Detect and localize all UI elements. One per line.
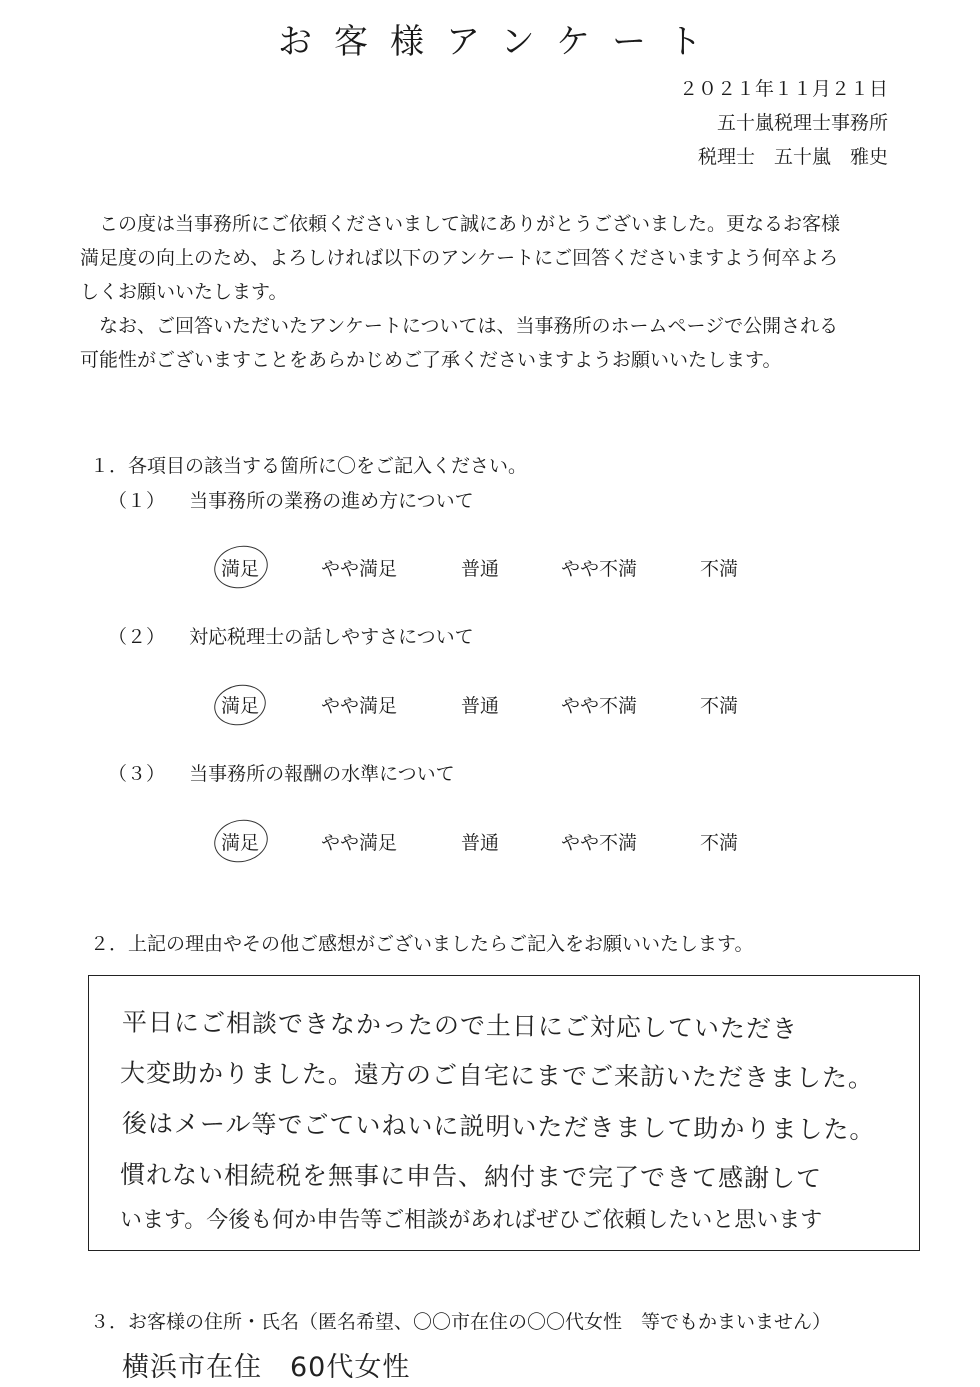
question-3 bbox=[108, 759, 455, 786]
section1-heading: １．各項目の該当する箇所に〇をご記入ください。 bbox=[90, 455, 528, 477]
question-text: 当事務所の業務の進め方について bbox=[189, 490, 474, 512]
comment-line: 大変助かりました。遠方のご自宅にまでご来訪いただきました。 bbox=[119, 1058, 875, 1093]
option-somewhat-satisfied[interactable]: やや満足 bbox=[321, 695, 398, 717]
intro-line: 満足度の向上のため、よろしければ以下のアンケートにご回答くださいますよう何卒よろ bbox=[80, 247, 839, 269]
option-somewhat-dissatisfied[interactable]: やや不満 bbox=[561, 695, 638, 717]
document-date: ２０２１年１１月２１日 bbox=[678, 78, 888, 100]
question-2 bbox=[108, 622, 474, 649]
option-neutral[interactable]: 普通 bbox=[461, 695, 500, 717]
comment-line: 後はメール等でごていねいに説明いただきまして助かりました。 bbox=[121, 1108, 876, 1145]
section2-heading: ２．上記の理由やその他ご感想がございましたらご記入をお願いいたします。 bbox=[90, 933, 754, 955]
option-somewhat-satisfied[interactable]: やや満足 bbox=[321, 558, 398, 580]
question-1 bbox=[108, 486, 474, 513]
question-text: 対応税理士の話しやすさについて bbox=[189, 626, 474, 648]
comment-line: 慣れない相続税を無事に申告、納付まで完了できて感謝して bbox=[119, 1160, 823, 1193]
customer-address-answer: 横浜市在住 60代女性 bbox=[122, 1352, 411, 1383]
option-satisfied[interactable]: 満足 bbox=[221, 558, 260, 580]
question-text: 当事務所の報酬の水準について bbox=[189, 763, 455, 785]
question-number: （２） bbox=[108, 626, 166, 648]
option-neutral[interactable]: 普通 bbox=[461, 832, 500, 854]
rating-row-3 bbox=[0, 828, 980, 858]
rating-row-2 bbox=[0, 691, 980, 721]
intro-line: なお、ご回答いただいたアンケートについては、当事務所のホームページで公開される bbox=[99, 315, 839, 337]
intro-paragraph-2 bbox=[80, 309, 900, 377]
intro-line: この度は当事務所にご依頼くださいまして誠にありがとうございました。更なるお客様 bbox=[99, 213, 841, 235]
rating-row-1 bbox=[0, 554, 980, 584]
intro-line: 可能性がございますことをあらかじめご了承くださいますようお願いいたします。 bbox=[80, 349, 782, 371]
signer-name: 税理士 五十嵐 雅史 bbox=[697, 146, 888, 168]
page-title: お客様アンケート bbox=[278, 22, 724, 62]
comment-line: 平日にご相談できなかったので土日にご対応していただき bbox=[121, 1007, 799, 1044]
option-dissatisfied[interactable]: 不満 bbox=[700, 695, 739, 717]
option-somewhat-satisfied[interactable]: やや満足 bbox=[321, 832, 398, 854]
option-neutral[interactable]: 普通 bbox=[461, 558, 500, 580]
comment-line: います。今後も何か申告等ご相談があればぜひご依頼したいと思います bbox=[120, 1208, 823, 1233]
option-satisfied[interactable]: 満足 bbox=[221, 695, 260, 717]
option-somewhat-dissatisfied[interactable]: やや不満 bbox=[561, 832, 638, 854]
option-dissatisfied[interactable]: 不満 bbox=[700, 832, 739, 854]
option-dissatisfied[interactable]: 不満 bbox=[700, 558, 739, 580]
intro-line: しくお願いいたします。 bbox=[80, 281, 288, 303]
question-number: （１） bbox=[108, 490, 166, 512]
office-name: 五十嵐税理士事務所 bbox=[716, 112, 888, 134]
intro-paragraph-1 bbox=[80, 207, 900, 309]
option-somewhat-dissatisfied[interactable]: やや不満 bbox=[561, 558, 638, 580]
question-number: （３） bbox=[108, 763, 166, 785]
option-satisfied[interactable]: 満足 bbox=[221, 832, 260, 854]
section3-heading: ３．お客様の住所・氏名（匿名希望、〇〇市在住の〇〇代女性 等でもかまいません） bbox=[90, 1311, 832, 1333]
